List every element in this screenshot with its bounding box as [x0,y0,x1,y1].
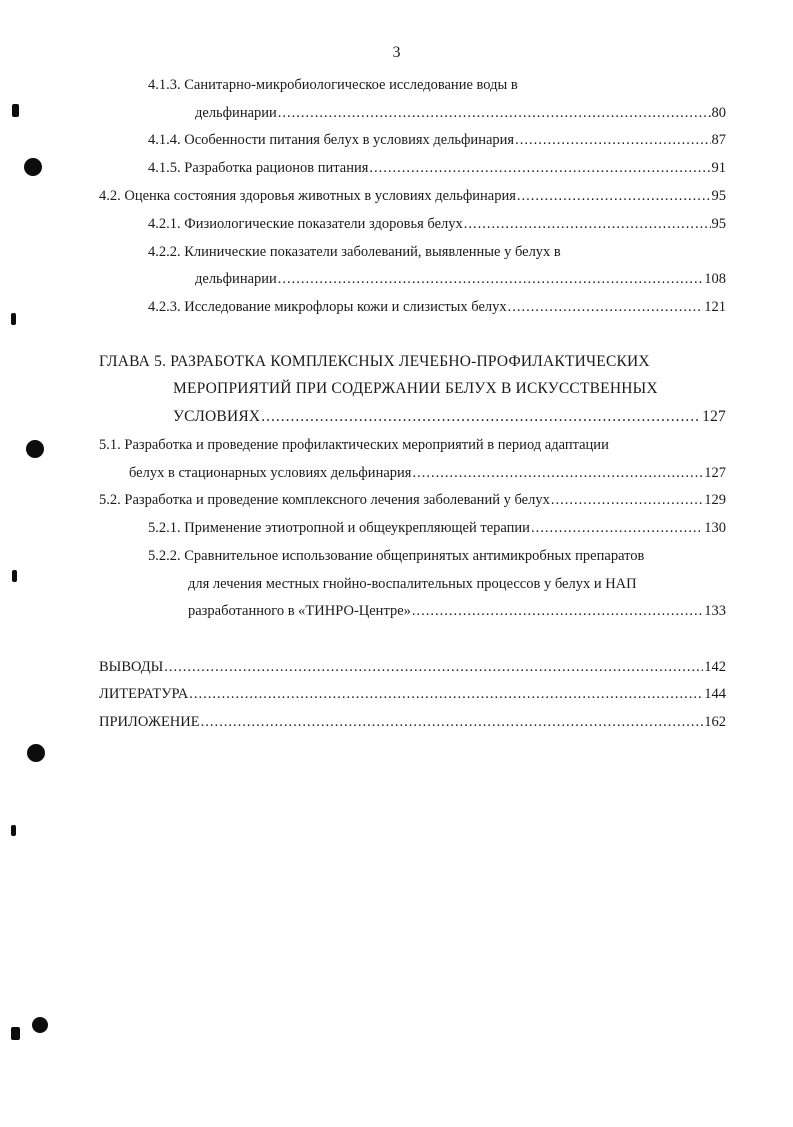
toc-page-number: 129 [704,492,726,508]
toc-entry-appendix [99,713,726,731]
dot-leader [531,519,703,537]
toc-entry-title: 4.1.5. Разработка рационов питания [148,160,369,176]
toc-page-number: 142 [704,659,726,675]
toc-page-number: 95 [711,188,726,204]
toc-entry-title: ЛИТЕРАТУРА [99,686,189,702]
toc-entry-title: 4.2. Оценка состояния здоровья животных в условиях дельфинария [99,188,516,204]
toc-page-number: 133 [704,603,726,619]
dot-leader [412,602,703,620]
toc-page-number: 121 [704,299,726,315]
toc-entry-title: 4.2.1. Физиологические показатели здоровья белух [148,216,463,232]
dot-leader [515,131,710,149]
toc-entry-title: ПРИЛОЖЕНИЕ [99,714,200,730]
toc-entry-4-2-1 [148,215,726,233]
toc-page-number: 108 [704,271,726,287]
toc-entry-5-1 [129,464,726,482]
toc-entry-5-2 [99,491,726,509]
toc-chapter-5 [173,408,726,426]
toc-entry-4-2-2-line1: 4.2.2. Клинические показатели заболеваний, выявленные у белух в [148,244,561,260]
toc-page-number: 130 [704,520,726,536]
dot-leader [201,713,704,731]
dot-leader [261,408,701,426]
dot-leader [164,658,703,676]
binder-mark [12,570,17,582]
toc-entry-4-1-3 [195,104,726,122]
dot-leader [517,187,711,205]
toc-entry-4-2-2 [195,270,726,288]
binder-mark [11,313,16,325]
toc-page-number: 127 [702,408,726,425]
dot-leader [278,270,703,288]
dot-leader [189,685,703,703]
toc-entry-title: 5.2. Разработка и проведение комплексного лечения заболеваний у белух [99,492,550,508]
dot-leader [278,104,711,122]
toc-entry-title: дельфинарии [195,271,277,287]
toc-entry-4-2-3 [148,298,726,316]
toc-entry-title: УСЛОВИЯХ [173,408,261,425]
binder-hole [27,744,45,762]
dot-leader [369,159,710,177]
dot-leader [412,464,703,482]
toc-entry-title: 5.2.1. Применение этиотропной и общеукрепляющей терапии [148,520,530,536]
toc-chapter-5-line2: МЕРОПРИЯТИЙ ПРИ СОДЕРЖАНИИ БЕЛУХ В ИСКУССТВЕННЫХ [173,380,658,397]
toc-entry-conclusions [99,658,726,676]
toc-entry-5-1-line1: 5.1. Разработка и проведение профилактических мероприятий в период адаптации [99,437,609,453]
toc-entry-title: разработанного в «ТИНРО-Центре» [188,603,411,619]
toc-page-number: 91 [711,160,726,176]
toc-entry-4-1-3-line1: 4.1.3. Санитарно-микробиологическое исследование воды в [148,77,518,93]
toc-page-number: 127 [704,465,726,481]
binder-mark [11,825,16,836]
binder-hole [26,440,44,458]
binder-hole [24,158,42,176]
toc-entry-title: ВЫВОДЫ [99,659,164,675]
toc-page-number: 87 [711,132,726,148]
toc-page-number: 144 [704,686,726,702]
toc-entry-literature [99,685,726,703]
page-number: 3 [392,44,401,61]
binder-hole [32,1017,48,1033]
toc-page-number: 80 [711,105,726,121]
toc-entry-title: 4.2.3. Исследование микрофлоры кожи и слизистых белух [148,299,507,315]
toc-entry-5-2-2-line1: 5.2.2. Сравнительное использование общепринятых антимикробных препаратов [148,548,645,564]
toc-page-number: 95 [711,216,726,232]
dot-leader [464,215,711,233]
binder-mark [11,1027,20,1040]
dot-leader [508,298,704,316]
toc-chapter-5-line1: ГЛАВА 5. РАЗРАБОТКА КОМПЛЕКСНЫХ ЛЕЧЕБНО-ПРОФИЛАКТИЧЕСКИХ [99,353,650,370]
toc-entry-title: белух в стационарных условиях дельфинария [129,465,412,481]
toc-page-number: 162 [704,714,726,730]
toc-entry-5-2-1 [148,519,726,537]
toc-entry-title: дельфинарии [195,105,277,121]
dot-leader [551,491,703,509]
toc-entry-4-2 [99,187,726,205]
binder-mark [12,104,19,117]
toc-entry-title: 4.1.4. Особенности питания белух в условиях дельфинария [148,132,515,148]
toc-entry-4-1-5 [148,159,726,177]
toc-entry-5-2-2 [188,602,726,620]
toc-entry-5-2-2-line2: для лечения местных гнойно-воспалительных процессов у белух и НАП [188,576,637,592]
toc-entry-4-1-4 [148,131,726,149]
